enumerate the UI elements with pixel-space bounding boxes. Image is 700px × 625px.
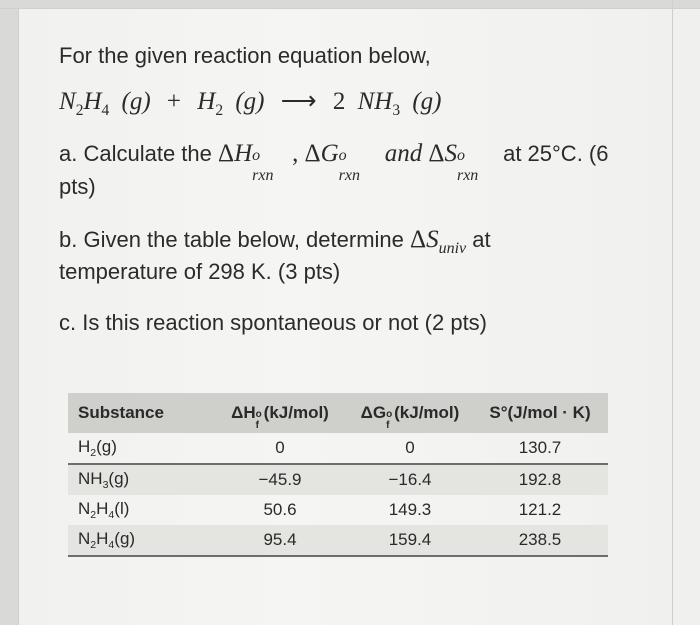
header-sup: o: [386, 409, 393, 420]
eq-sub: 4: [101, 102, 110, 119]
substance-cell: [78, 437, 117, 459]
delta-symbol: Δ: [304, 140, 321, 167]
part-c: c. Is this reaction spontaneous or not (2 pts): [59, 310, 488, 335]
entropy-symbol: S: [426, 226, 439, 253]
header-delta-h: [220, 403, 340, 431]
part-b-line1: [59, 226, 491, 258]
comma: ,: [292, 140, 299, 167]
phase: (g): [114, 528, 136, 548]
rxn-subscript: rxn: [252, 167, 274, 184]
delta-g-cell: 159.4: [388, 530, 432, 549]
delta-h-cell: 0: [275, 438, 285, 457]
header-dg-symbol: ΔG: [360, 403, 387, 422]
header-unit: (kJ/mol): [263, 403, 329, 422]
eq-h2: H: [197, 88, 216, 115]
table-row: [68, 433, 608, 463]
eq-arrow: ⟶: [280, 88, 317, 115]
table-row: [68, 465, 608, 495]
table-header-row: [68, 393, 608, 433]
formula-sub: 2: [90, 539, 97, 552]
table-rule: [68, 555, 608, 557]
table-row: [68, 495, 608, 525]
formula-sub: 4: [108, 509, 115, 522]
formula-part: H: [96, 528, 109, 548]
delta-g-cell: 0: [405, 438, 415, 457]
reaction-equation: [59, 86, 441, 120]
eq-sub: 2: [75, 102, 84, 119]
header-sup: o: [255, 409, 262, 420]
eq-phase: (g): [412, 88, 442, 115]
rxn-subscript: rxn: [338, 167, 360, 184]
header-unit: (kJ/mol): [394, 403, 460, 422]
background-gridline: [0, 8, 700, 9]
substance-cell: [78, 499, 129, 521]
delta-g-cell: −16.4: [388, 470, 432, 489]
formula-sub: 2: [90, 509, 97, 522]
part-a-suffix: at 25°C. (6: [496, 141, 609, 166]
eq-sub: 3: [392, 102, 401, 119]
eq-coefficient: 2: [332, 88, 346, 115]
part-a-text: a. Calculate the: [59, 141, 218, 166]
delta-g-cell: 149.3: [388, 500, 432, 519]
delta-h-cell: −45.9: [258, 470, 302, 489]
formula-part: N: [78, 498, 91, 518]
substance-cell: [78, 529, 135, 551]
entropy-cell: 121.2: [518, 500, 562, 519]
header-sub: f: [255, 420, 259, 431]
entropy-symbol: S: [444, 140, 457, 167]
and-word: and: [384, 140, 423, 167]
eq-h: H: [83, 88, 102, 115]
formula-part: NH: [78, 468, 103, 488]
formula-part: H: [78, 436, 91, 456]
phase: (l): [114, 498, 130, 518]
rxn-subscript: rxn: [456, 167, 479, 184]
standard-degree: o: [456, 147, 465, 164]
header-substance: Substance: [78, 403, 164, 422]
part-a-line2: pts): [59, 174, 96, 199]
header-sub: f: [386, 420, 390, 431]
thermo-data-table: [68, 393, 608, 557]
phase: (g): [96, 436, 117, 456]
entropy-cell: 192.8: [518, 470, 562, 489]
eq-nh3: NH: [357, 88, 393, 115]
header-delta-g: [350, 403, 470, 431]
univ-subscript: univ: [438, 240, 467, 257]
formula-sub: 4: [108, 539, 115, 552]
enthalpy-symbol: H: [234, 140, 253, 167]
eq-plus: +: [166, 88, 182, 115]
entropy-cell: 130.7: [518, 438, 562, 457]
header-entropy: S°(J/mol · K): [489, 403, 591, 422]
eq-n: N: [59, 88, 76, 115]
formula-sub: 2: [90, 447, 97, 460]
part-a-line1: [59, 140, 609, 184]
delta-symbol: Δ: [428, 140, 445, 167]
eq-phase: (g): [235, 88, 265, 115]
eq-phase: (g): [121, 88, 151, 115]
question-intro: For the given reaction equation below,: [59, 43, 431, 68]
delta-h-cell: 50.6: [263, 500, 297, 519]
part-b-text: b. Given the table below, determine: [59, 227, 410, 252]
header-dh-symbol: ΔH: [231, 403, 256, 422]
formula-sub: 3: [102, 479, 109, 492]
delta-h-cell: 95.4: [263, 530, 297, 549]
formula-part: N: [78, 528, 91, 548]
table-row: [68, 525, 608, 555]
phase: (g): [108, 468, 130, 488]
substance-cell: [78, 469, 129, 491]
standard-degree: o: [252, 147, 261, 164]
eq-sub: 2: [215, 102, 224, 119]
gibbs-symbol: G: [320, 140, 339, 167]
part-b-suffix: at: [466, 227, 491, 252]
part-b-line2: temperature of 298 K. (3 pts): [59, 259, 341, 284]
formula-part: H: [96, 498, 109, 518]
delta-symbol: Δ: [410, 226, 427, 253]
delta-symbol: Δ: [217, 140, 235, 167]
entropy-cell: 238.5: [518, 530, 562, 549]
background-gridline: [672, 0, 673, 625]
standard-degree: o: [338, 147, 347, 164]
